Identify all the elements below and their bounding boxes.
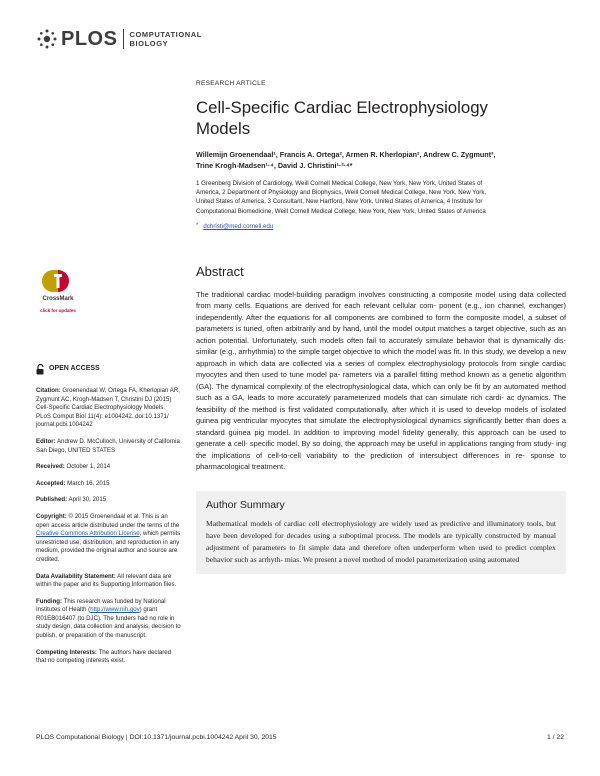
author-summary-box — [196, 491, 566, 574]
citation-line-5: journal.pcbi.1004242 — [36, 421, 93, 429]
abstract-line: specific model. By so doing, the approach may be useful in applications ranging from study- — [249, 439, 554, 449]
abstract-line: using data collected from many cells. Equations are derived for each relevant cellular com- — [196, 289, 566, 311]
funding-text-6: publish, or preparation of the manuscript. — [36, 632, 147, 640]
competing-label: Competing Interests: — [36, 648, 97, 656]
summary-line: illuminatory tools, but have been developed for decades using a suboptimal process. The — [206, 518, 557, 540]
title-line-1: Cell-Specific Cardiac Electrophysiology — [196, 98, 488, 117]
copyright-text-5: medium, provided the original author and source are — [36, 547, 178, 555]
accepted-label: Accepted: — [36, 479, 66, 487]
summary-line: Mathematical models of cardiac cell electrophysiology are widely used as predictive and — [206, 518, 485, 528]
summary-line: mias. We present a novel method of model parameterization using automated — [284, 554, 520, 564]
editor-line-2: San Diego, UNITED STATES — [36, 446, 116, 454]
copyright-text-1: © 2015 Groenendaal et al. This is an — [66, 512, 168, 520]
affiliation-line-3: United States of America, 3 Consultant, New Hartford, New York, United States of America, 4 Institute for — [196, 198, 483, 206]
abstract-line: ponent (e.g., ion channel, exchanger) independently. After the equations for all components — [196, 301, 566, 322]
published-label: Published: — [36, 496, 68, 504]
logo-text: PLOS — [61, 28, 118, 50]
funding-text-4: R01EB016407 (to DJC). The funders had no role in — [36, 614, 175, 622]
abstract-line: The traditional cardiac model-building paradigm involves constructing a composite model — [196, 289, 496, 299]
abstract-line: and by hand, until the model output matches a target objective, such as an action potential. — [196, 324, 566, 345]
citation-line-4: PLoS Comput Biol 11(4): e1004242. doi:10.1371/ — [36, 412, 169, 420]
abstract-line: ac dynamics. The feasibility of the method is first validated computationally, after which it — [196, 393, 566, 414]
competing-text-2: that no competing interests exist. — [36, 657, 126, 665]
copyright-text-4: unrestricted use, distribution, and reproduction in any — [36, 538, 180, 546]
funding-block — [36, 598, 186, 641]
abstract-line: are combined to form the composite model, a subset of parameters is tuned, often arbitrarily — [196, 312, 567, 334]
received-block — [36, 463, 186, 472]
abstract-line: Unfortunately, such models often fail to accurately simulate behavior that is dynamically dis- — [252, 335, 566, 345]
open-lock-icon — [36, 364, 45, 375]
journal-logo — [36, 26, 202, 52]
received-label: Received: — [36, 463, 65, 471]
data-label: Data Availability Statement: — [36, 572, 116, 580]
footer-citation: PLOS Computational Biology | DOI:10.1371/journal.pcbi.1004242 April 30, 2015 — [36, 734, 277, 741]
crossmark-icon — [38, 268, 78, 302]
plos-logo-icon — [36, 28, 58, 50]
page-number: 1 / 22 — [546, 734, 564, 741]
article-main — [196, 80, 566, 574]
competing-interests-block — [36, 649, 186, 666]
abstract-line: study, we develop a new approach in which data are collected via a series of complex — [196, 347, 566, 368]
title-line-2: Models — [196, 119, 251, 138]
accepted-block — [36, 480, 186, 489]
received-date: October 1, 2014 — [64, 463, 111, 471]
author-summary-body — [206, 518, 556, 566]
crossmark-sub: click for updates — [40, 308, 76, 313]
editor-label: Editor: — [36, 437, 56, 445]
abstract-body — [196, 289, 566, 473]
abstract-line: similar (e.g., arrhythmia) to the simple target objective to which the model was fit. In this — [196, 347, 484, 357]
author-list — [196, 150, 566, 171]
citation-line-1: Groenendaal W, Ortega FA, Kherlopian AR, — [60, 387, 180, 394]
data-text-2: within the paper and its Supporting Information files. — [36, 581, 177, 589]
affiliation-line-1: 1 Greenberg Division of Cardiology, Weill Cornell Medical College, New York, New York, United States of — [196, 180, 483, 187]
author-summary-heading: Author Summary — [206, 498, 285, 511]
citation-line-3: Cell-Specific Cardiac Electrophysiology Models. — [36, 404, 166, 412]
funding-label: Funding: — [36, 597, 63, 605]
affiliation-line-4: Computational Biomedicine, Weill Cornell Medical College, New York, New York, United States of America — [196, 207, 486, 215]
article-sidebar — [36, 364, 186, 674]
abstract-line: rameters via a parallel fitting method known as a genetic algorithm (GA). The dynamical — [196, 370, 567, 391]
open-access-badge — [36, 364, 186, 375]
abstract-line: sponse to pharmacological treatment. — [196, 450, 566, 472]
email-link[interactable]: dchristi@med.cornell.edu — [203, 222, 274, 230]
logo-separator — [123, 29, 124, 49]
crossmark-badge[interactable] — [38, 268, 78, 313]
funding-text-1: This research was funded by National — [62, 597, 166, 605]
article-title — [196, 97, 566, 139]
logo-sub-line1: COMPUTATIONAL — [129, 30, 202, 39]
funding-text-2: Institutes of Health ( — [36, 606, 91, 614]
copyright-label: Copyright: — [36, 512, 67, 520]
copyright-text-3: , which permits — [139, 530, 181, 538]
copyright-block — [36, 513, 186, 565]
affiliations — [196, 179, 566, 216]
email-marker: * — [196, 223, 199, 230]
accepted-date: March 16, 2015 — [65, 479, 110, 487]
authors-line-1: Willemijn Groenendaal¹, Francis A. Ortega², Armen R. Kherlopian², Andrew C. Zygmunt³, — [196, 150, 496, 159]
abstract-heading: Abstract — [196, 263, 244, 279]
abstract-line: electrophysiology protocols from single cardiac myocytes and then used to tune model pa- — [196, 358, 566, 380]
crossmark-text: CrossMark — [42, 296, 74, 302]
summary-line: models are typically constructed by manual adjustment of parameters to fit simple data — [206, 530, 557, 552]
funding-text-3: ) grant — [139, 606, 158, 614]
data-availability-block — [36, 573, 186, 590]
open-access-label: OPEN ACCESS — [49, 365, 100, 373]
data-text-1: All relevant data are — [115, 572, 172, 580]
citation-block — [36, 387, 186, 430]
abstract-line: ing the implications of cell-to-cell variability to the prediction of intersubject differences in re- — [196, 439, 566, 460]
copyright-text-6: credited. — [36, 555, 60, 563]
abstract-line: addition to improving model fidelity generally, this approach can be used to generate a cell- — [196, 427, 566, 449]
logo-subtitle — [129, 30, 202, 48]
abstract-line: is used to develop models of isolated guinea pig ventricular myocytes that simulate the — [196, 404, 566, 426]
citation-line-2: Zygmunt AC, Krogh-Madsen T, Christini DJ (2015) — [36, 395, 172, 403]
logo-sub-line2: BIOLOGY — [129, 39, 169, 48]
published-date: April 30, 2015 — [67, 496, 107, 504]
affiliation-line-2: America, 2 Department of Physiology and Biophysics, Weill Cornell Medical College, New York, New York, — [196, 189, 487, 197]
authors-line-2: Trine Krogh-Madsen¹·⁴, David J. Christini¹·²·⁴* — [196, 160, 353, 170]
published-block — [36, 496, 186, 505]
citation-label: Citation: — [36, 387, 61, 394]
nih-link[interactable]: http://www.nih.gov — [90, 606, 140, 614]
license-link[interactable]: Creative Commons Attribution License — [36, 530, 140, 538]
page-footer — [36, 734, 564, 741]
abstract-line: such as a GA, leads to more accurately parameterized models that can simulate rich cardi- — [196, 393, 504, 403]
competing-text-1: The authors have declared — [96, 648, 172, 656]
copyright-text-2: open access article distributed under the terms of the — [36, 521, 180, 529]
editor-line-1: Andrew D. McCulloch, University of California — [55, 437, 180, 445]
editor-block — [36, 438, 186, 455]
funding-text-5: study design, data collection and analysis, decision to — [36, 623, 181, 631]
article-type: RESEARCH ARTICLE — [196, 80, 266, 87]
abstract-line: electrophysiological dynamics significantly better than does a standard guinea pig model. In — [196, 416, 567, 437]
corresponding-email — [196, 223, 566, 230]
abstract-line: complexity of the electrophysiological data, which can only be fit by an automated method — [267, 381, 566, 391]
summary-line: and therefore often underperform when used to predict complex behavior such as arrhyth- — [206, 542, 556, 564]
